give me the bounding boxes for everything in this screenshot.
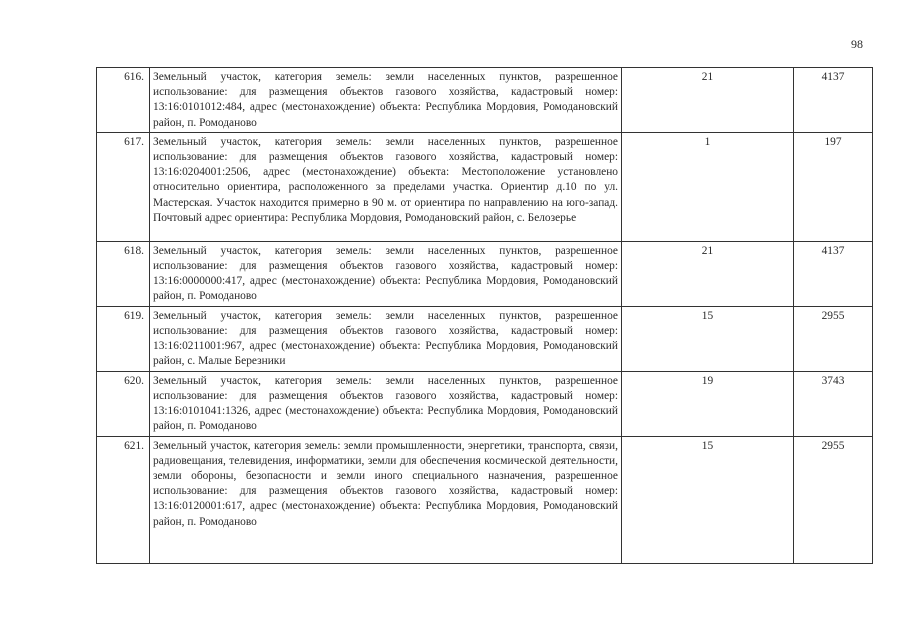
row-number: 617. <box>97 132 150 241</box>
plot-value: 2955 <box>794 306 873 371</box>
plot-description: Земельный участок, категория земель: земли населенных пунктов, разрешенное использование: для размещения объектов газового хозяйства, кадастровый номер: 13:16:0101012:484, адрес (местонахождение) объекта: Республика Мордовия, Ромодановский район, п. Ромоданово <box>150 68 622 133</box>
table-row <box>97 371 873 436</box>
plot-area: 21 <box>622 68 794 133</box>
row-number: 620. <box>97 371 150 436</box>
plot-value: 4137 <box>794 68 873 133</box>
plot-value: 3743 <box>794 371 873 436</box>
plot-area: 15 <box>622 306 794 371</box>
row-number: 619. <box>97 306 150 371</box>
page-number: 98 <box>851 37 863 51</box>
table-row <box>97 68 873 133</box>
plot-area: 21 <box>622 241 794 306</box>
plot-description: Земельный участок, категория земель: земли населенных пунктов, разрешенное использование: для размещения объектов газового хозяйства, кадастровый номер: 13:16:0211001:967, адрес (местонахождение) объекта: Республика Мордовия, Ромодановский район, с. Малые Березники <box>150 306 622 371</box>
plot-description: Земельный участок, категория земель: земли промышленности, энергетики, транспорта, связи, радиовещания, телевидения, информатики, земли для обеспечения космической деятельности, земли обороны, безопасности и земли иного специального назначения, разрешенное использование: для размещения объектов газового хозяйства, кадастровый номер: 13:16:0120001:617, адрес (местонахождение) объекта: Республика Мордовия, Ромодановский район, п. Ромоданово <box>150 436 622 563</box>
plot-area: 1 <box>622 132 794 241</box>
row-number: 616. <box>97 68 150 133</box>
row-number: 618. <box>97 241 150 306</box>
table-row <box>97 132 873 241</box>
table-row <box>97 436 873 563</box>
land-plots-table <box>96 67 873 564</box>
table-row <box>97 241 873 306</box>
plot-value: 4137 <box>794 241 873 306</box>
plot-description: Земельный участок, категория земель: земли населенных пунктов, разрешенное использование: для размещения объектов газового хозяйства, кадастровый номер: 13:16:0101041:1326, адрес (местонахождение) объекта: Республика Мордовия, Ромодановский район, п. Ромоданово <box>150 371 622 436</box>
plot-area: 15 <box>622 436 794 563</box>
plot-value: 197 <box>794 132 873 241</box>
plot-area: 19 <box>622 371 794 436</box>
row-number: 621. <box>97 436 150 563</box>
plot-description: Земельный участок, категория земель: земли населенных пунктов, разрешенное использование: для размещения объектов газового хозяйства, кадастровый номер: 13:16:0204001:2506, адрес (местонахождение) объекта: Местоположение установлено относительно ориентира, расположенного за пределами участка. Ориентир д.10 по ул. Мастерская. Участок находится примерно в 90 м. от ориентира по направлению на юго-запад. Почтовый адрес ориентира: Республика Мордовия, Ромодановский район, с. Белозерье <box>150 132 622 241</box>
plot-value: 2955 <box>794 436 873 563</box>
table-row <box>97 306 873 371</box>
plot-description: Земельный участок, категория земель: земли населенных пунктов, разрешенное использование: для размещения объектов газового хозяйства, кадастровый номер: 13:16:0000000:417, адрес (местонахождение) объекта: Республика Мордовия, Ромодановский район, п. Ромоданово <box>150 241 622 306</box>
